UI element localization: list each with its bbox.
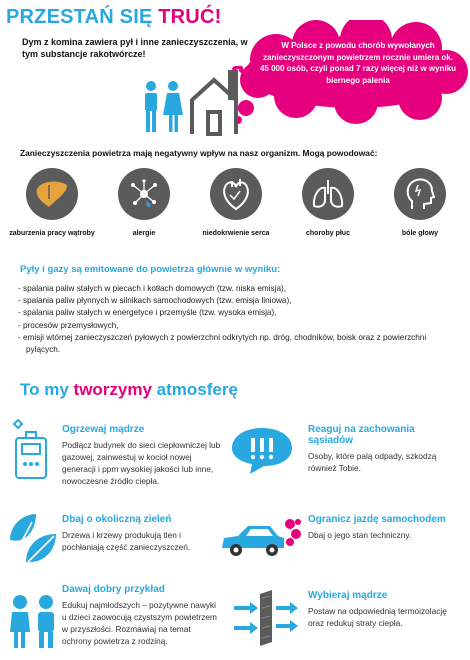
list-item: - spalania paliw stałych w piecach i kotłach domowych (tzw. niska emisja), (18, 284, 287, 293)
effect-label: alergie (132, 230, 156, 237)
sources-list (18, 283, 458, 356)
section-title-part: To my (20, 380, 74, 399)
page-title (6, 6, 221, 29)
title-part-blue: PRZESTAŃ SIĘ (6, 6, 159, 28)
effect-label: choroby płuc (306, 230, 350, 237)
heart-icon (210, 168, 262, 220)
tip-text: Postaw na odpowiednią termoizolację oraz redukuj straty ciepła. (308, 606, 447, 628)
list-item: - spalania paliw stałych w energetyce i przemyśle (tzw. wysoka emisja), (18, 308, 277, 318)
effect-liver (6, 168, 98, 237)
section-title-part: atmosferę (156, 380, 238, 399)
tip-text: Podłącz budynek do sieci ciepłowniczej lub gazowej, zainwestuj w kocioł nowej generacji i ppm wysokiej jakości lub inne, nowoczesne źródło ciepła. (62, 440, 221, 486)
tip-title: Dbaj o okoliczną zieleń (62, 514, 172, 525)
effect-headache (374, 168, 466, 237)
effect-allergy (98, 168, 190, 237)
tip-green (62, 514, 222, 553)
effect-heart (190, 168, 282, 237)
intro-text: Dym z komina zawiera pył i inne zanieczyszczenia, w tym substancje rakotwórcze! (22, 37, 248, 59)
insulation-icon (232, 588, 300, 648)
health-effects (6, 168, 466, 248)
effect-label: niedokrwienie serca (202, 230, 270, 237)
list-item: - emisji wtórnej zanieczyszczeń pyłowych z powierzchni odkrytych np. dróg, chodników, boisk oraz z powierzchni pylących. (18, 332, 427, 355)
effects-heading: Zanieczyszczenia powietrza mają negatywny wpływ na nasz organizm. Mogą powodować: (20, 148, 378, 158)
tip-text: Dbaj o jego stan techniczny. (308, 530, 412, 540)
tip-title: Wybieraj mądrze (308, 590, 388, 601)
smoke-cloud (236, 20, 468, 126)
head-icon (394, 168, 446, 220)
house-chimney-icon (188, 66, 246, 136)
lungs-icon (302, 168, 354, 220)
section-title (20, 380, 238, 400)
tip-text: Osoby, które palą odpady, szkodzą również Tobie. (308, 451, 437, 473)
section-title-part: tworzymy (73, 380, 157, 399)
tip-example (62, 584, 222, 647)
leaves-icon (6, 510, 60, 566)
title-part-pink: TRUĆ! (158, 6, 222, 28)
allergy-icon (118, 168, 170, 220)
effect-lungs (282, 168, 374, 237)
tip-title: Ogranicz jazdę samochodem (308, 514, 446, 525)
speech-bubble-icon (230, 424, 294, 476)
tip-title: Ogrzewaj mądrze (62, 424, 145, 435)
car-icon (218, 516, 302, 562)
tip-heat (62, 424, 222, 487)
effect-label: zaburzenia pracy wątroby (9, 230, 95, 237)
family-icon (140, 80, 186, 134)
tip-react (308, 424, 458, 474)
liver-icon (26, 168, 78, 220)
list-item: - spalania paliw płynnych w silnikach samochodowych (tzw. emisja liniowa), (18, 296, 292, 306)
sources-heading: Pyły i gazy są emitowane do powietrza głównie w wyniku: (20, 264, 281, 275)
list-item: - procesów przemysłowych, (18, 320, 119, 330)
tip-text: Drzewa i krzewy produkują tlen i pochłaniają część zanieczyszczeń. (62, 530, 191, 552)
children-icon (6, 592, 60, 654)
tip-title: Dawaj dobry przykład (62, 584, 165, 595)
effect-label: bóle głowy (401, 230, 439, 237)
tip-text: Edukuj najmłodszych – pozytywne nawyki u dzieci zaowocują czystszym powietrzem w przyszłości. Rozmawiaj na temat ochrony powietrza z rodziną. (62, 600, 217, 646)
tip-choose (308, 590, 458, 629)
tip-title: Reaguj na zachowania sąsiadów (308, 424, 415, 446)
boiler-icon (8, 418, 54, 480)
cloud-text: W Polsce z powodu chorób wywołanych zanieczyszczonym powietrzem rocznie umiera ok. 45 000 osób, czyli ponad 7 razy więcej niż w wyniku biernego palenia (259, 41, 457, 85)
tip-car (308, 514, 464, 541)
